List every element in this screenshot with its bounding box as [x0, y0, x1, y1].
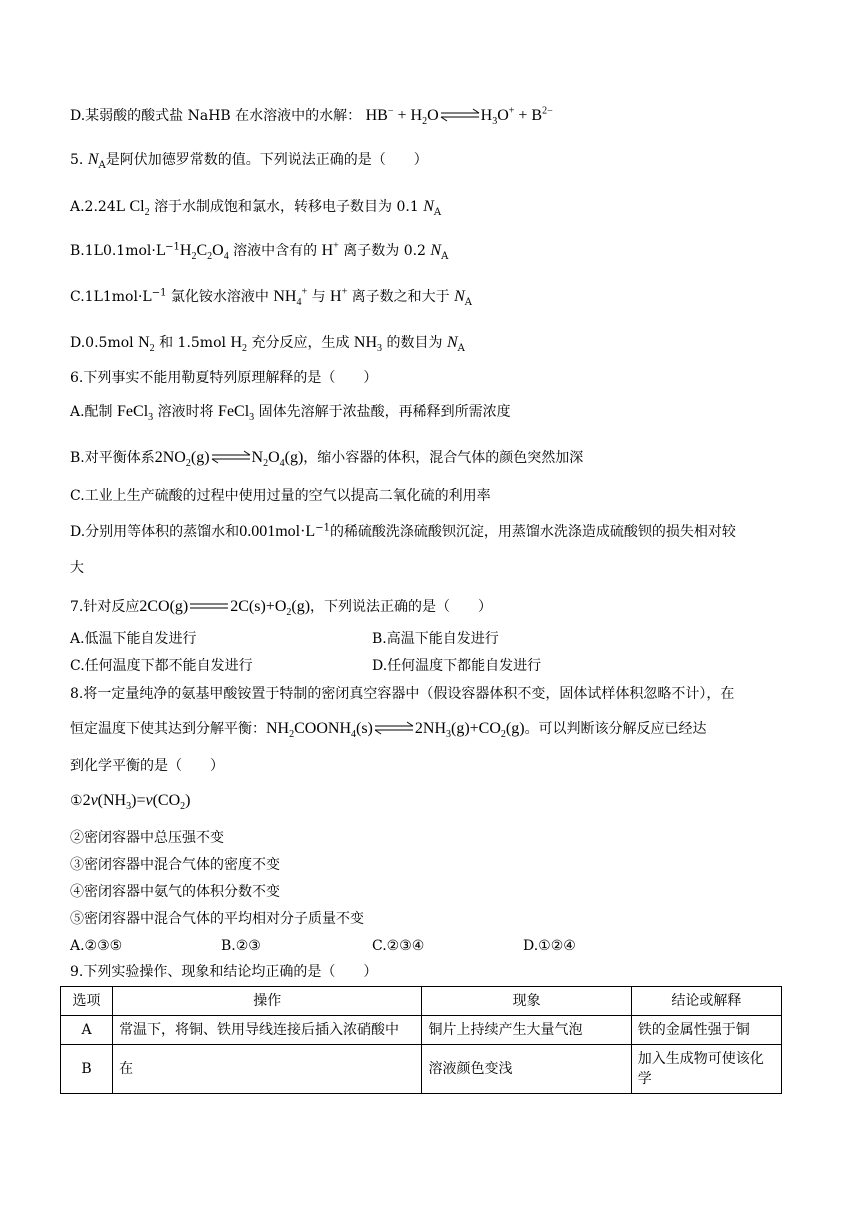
q8-statement-4: ④密闭容器中氨气的体积分数不变	[70, 884, 280, 900]
table-header-cell: 现象	[422, 987, 631, 1016]
q8-option-d: D.①②④	[523, 938, 576, 954]
q4-option-d	[70, 106, 553, 126]
table-header-cell: 结论或解释	[631, 987, 781, 1016]
table-cell-option: B	[61, 1045, 113, 1094]
table-header-row	[61, 987, 782, 1016]
table-row	[61, 1016, 782, 1045]
q7-stem: 7.针对反应2CO(g) $2C(s)+O_2(g)$，下列说法正确的是（ ）	[70, 598, 493, 619]
q8-statement-3: ③密闭容器中混合气体的密度不变	[70, 857, 280, 873]
table-header-cell: 选项	[61, 987, 113, 1016]
q4-hydrolysis-equation: $HB^- + H_2O$ $H_3O^+ + B^{2-}$	[365, 105, 553, 128]
table-header-cell: 操作	[113, 987, 422, 1016]
q6-option-d-line1: D.分别用等体积的蒸馏水和$0.001mol\cdot L^{-1}$的稀硫酸洗涤硫酸钡沉淀，用蒸馏水洗涤造成硫酸钡的损失相对较	[70, 522, 736, 540]
table-cell-operation: 在	[113, 1045, 422, 1094]
q8-stem-line1: 8.将一定量纯净的氨基甲酸铵置于特制的密闭真空容器中（假设容器体积不变，固体试样体积忽略不计），在	[70, 686, 735, 702]
q5-option-b: $B.1L0.1mol\cdot L^{-1}H_2C_2O_4$ 溶液中含有的 H+ 离子数为 0.2 $N_A$	[70, 240, 449, 263]
q8-option-c: C.②③④	[372, 938, 425, 954]
q7-option-a: A.低温下能自发进行	[70, 631, 197, 647]
table-cell-option: A	[61, 1016, 113, 1045]
q8-stem-line3: 到化学平衡的是（ ）	[70, 758, 224, 774]
q8-statement-2: ②密闭容器中总压强不变	[70, 830, 224, 846]
q9-stem: 9.下列实验操作、现象和结论均正确的是（ ）	[70, 964, 378, 980]
table-row	[61, 1045, 782, 1094]
q8-option-b: B.②③	[221, 938, 261, 954]
q6-option-d-line2: 大	[70, 560, 84, 576]
q7-option-d: D.任何温度下都能自发进行	[372, 658, 542, 674]
table-cell-operation: 常温下，将铜、铁用导线连接后插入浓硝酸中	[113, 1016, 422, 1045]
table-cell-phenomenon: 铜片上持续产生大量气泡	[422, 1016, 631, 1045]
q9-experiment-table	[60, 986, 782, 1094]
q5-stem: 5. $N_A$是阿伏加德罗常数的值。下列说法正确的是（ ）	[70, 151, 428, 171]
q5-option-a: A.2.24L $Cl_2$ 溶于水制成饱和氯水，转移电子数目为 0.1 $N_A$	[70, 198, 442, 219]
q8-stem-line2: 恒定温度下使其达到分解平衡：$NH_2COONH_4(s)$ $2NH_3(g)+CO_2(g)$。可以判断该分解反应已经达	[70, 720, 707, 741]
table-cell-conclusion: 加入生成物可使该化学	[631, 1045, 781, 1094]
q8-option-a: A.②③⑤	[70, 938, 123, 954]
q6-option-b: B.对平衡体系$2NO_2(g)$ $N_2O_4(g)$，缩小容器的体积，混合气体的颜色突然加深	[70, 449, 584, 470]
q8-statement-1: $①2v(NH_3)=v(CO_2)$	[70, 792, 191, 813]
q5-option-d: D.0.5mol $N_2$ 和 1.5mol $H_2$ 充分反应，生成 $NH_3$ 的数目为 $N_A$	[70, 334, 465, 355]
table-cell-conclusion: 铁的金属性强于铜	[631, 1016, 781, 1045]
q6-option-a: A.配制 FeCl$_3$ 溶液时将 FeCl$_3$ 固体先溶解于浓盐酸，再稀释到所需浓度	[70, 403, 511, 424]
q4-option-d-text: D.某弱酸的酸式盐 NaHB 在水溶液中的水解：	[70, 108, 362, 124]
q6-stem: 6.下列事实不能用勒夏特列原理解释的是（ ）	[70, 370, 378, 386]
q8-statement-5: ⑤密闭容器中混合气体的平均相对分子质量不变	[70, 911, 364, 927]
q5-option-c: $C.1L1mol\cdot L^{-1}$ 氯化铵水溶液中 $NH_4^+$ 与 H+ 离子数之和大于 $N_A$	[70, 286, 473, 309]
table-cell-phenomenon: 溶液颜色变浅	[422, 1045, 631, 1094]
q7-option-c: C.任何温度下都不能自发进行	[70, 658, 253, 674]
q6-option-c: C.工业上生产硫酸的过程中使用过量的空气以提高二氧化硫的利用率	[70, 488, 491, 504]
q7-option-b: B.高温下能自发进行	[372, 631, 499, 647]
